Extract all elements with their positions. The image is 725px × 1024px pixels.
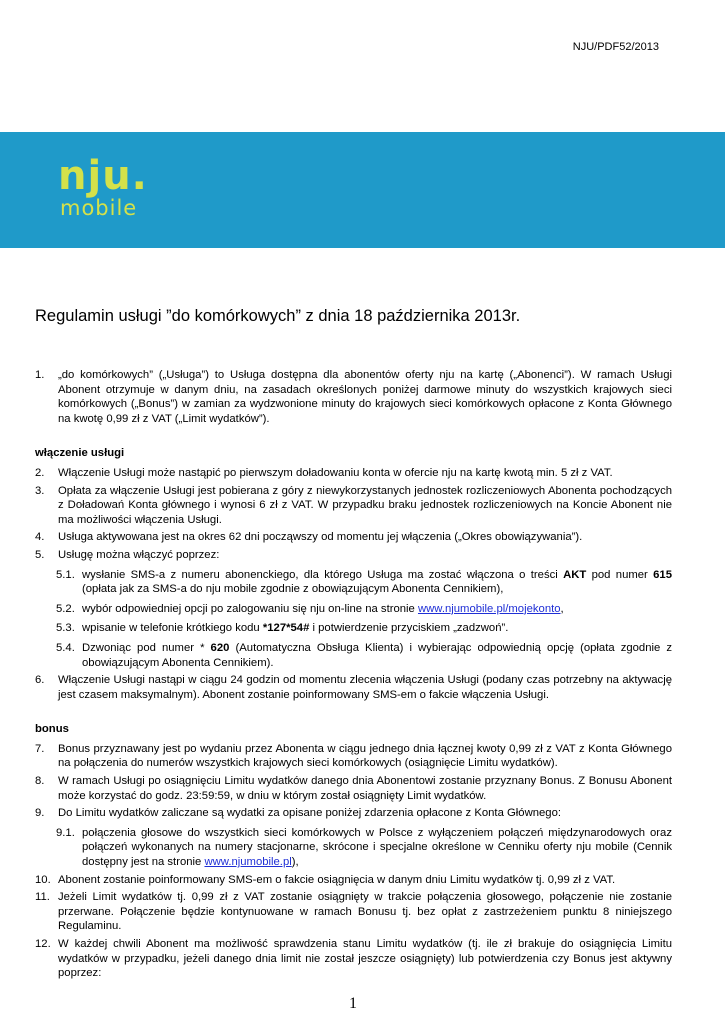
item-text: , xyxy=(560,602,564,615)
item-text: Dzwoniąc pod numer * xyxy=(82,641,211,654)
brand-banner xyxy=(0,132,725,248)
item-number: 4. xyxy=(35,531,45,544)
section-heading-enable: włączenie usługi xyxy=(35,447,125,460)
item-text: ), xyxy=(291,856,299,869)
item-text: Abonent zostanie poinformowany SMS-em o fakcie osiągnięcia w danym dniu Limitu wydatków tj. 0,99 zł z VAT. xyxy=(58,873,616,886)
item-text: Opłata za włączenie Usługi jest pobierana z góry z niewykorzystanych jednostek rozliczeniowych Abonenta pochodzących z Doładowań Konta głównego i wynosi 6 zł z VAT. W przypadku braku jednostek rozliczeniowych na Koncie Abonent nie ma możliwości włączenia Usługi. xyxy=(58,484,672,526)
page-number: 1 xyxy=(349,995,357,1012)
document-id: NJU/PDF52/2013 xyxy=(572,41,659,53)
item-text: Usługa aktywowana jest na okres 62 dni począwszy od momentu jej włączenia („Okres obowiązywania”). xyxy=(58,531,583,544)
item-text: Bonus przyznawany jest po wydaniu przez Abonenta w ciągu jednego dnia łącznej kwoty 0,99 zł z VAT z Konta Głównego na połączenia do numerów wszystkich krajowych sieci komórkowych (osiągnięcie Limitu wydatków). xyxy=(58,742,672,770)
sms-number: 615 xyxy=(653,568,672,581)
item-text: wybór odpowiedniej opcji po zalogowaniu się nju on-line na stronie xyxy=(82,602,418,615)
list-item xyxy=(35,742,672,771)
item-number: 7. xyxy=(35,742,45,755)
item-number: 6. xyxy=(35,674,45,687)
list-item xyxy=(35,484,672,528)
item-text: Usługę można włączyć poprzez: xyxy=(58,548,220,561)
list-item xyxy=(35,774,672,803)
list-item xyxy=(35,466,672,481)
item-text: W ramach Usługi po osiągnięciu Limitu wydatków danego dnia Abonentowi zostanie przyznany Bonus. Z Bonusu Abonent może korzystać do godz. 23:59:59, w dniu w którym został osiągnięty Limit wydatków. xyxy=(58,775,672,802)
list-item xyxy=(35,890,672,934)
item-number: 5.2. xyxy=(56,602,75,615)
item-text: W każdej chwili Abonent ma możliwość sprawdzenia stanu Limitu wydatków (tj. ile zł brakuje do osiągnięcia Limitu wydatków w przypadku, jeżeli danego dnia limit nie został jeszcze osiągnięty) lub potwierdzenia czy Bonus jest aktywny poprzez: xyxy=(58,938,672,980)
item-number: 3. xyxy=(35,484,45,497)
item-number: 9. xyxy=(35,807,45,820)
item-text: Włączenie Usługi może nastąpić po pierwszym doładowaniu konta w ofercie nju na kartę kwotą min. 5 zł z VAT. xyxy=(58,466,613,479)
item-number: 8. xyxy=(35,775,45,788)
item-text: wpisanie w telefonie krótkiego kodu xyxy=(82,622,263,635)
section-heading-bonus: bonus xyxy=(35,723,69,736)
item-text: Do Limitu wydatków zaliczane są wydatki za opisane poniżej zdarzenia opłacone z Konta Głównego: xyxy=(58,807,561,820)
sms-keyword: AKT xyxy=(563,568,587,581)
item-number: 2. xyxy=(35,466,45,479)
item-text: Jeżeli Limit wydatków tj. 0,99 zł z VAT zostanie osiągnięty w trakcie połączenia głosowego, połączenie nie zostanie przerwane. Połączenie będzie kontynuowane w ramach Bonusu tj. bez opłat z zastrzeżeniem punktu 8 niniejszego Regulaminu. xyxy=(58,891,672,933)
regulations-body xyxy=(35,368,672,981)
item-number: 5. xyxy=(35,548,45,561)
item-number: 11. xyxy=(35,891,50,904)
list-item xyxy=(35,368,672,426)
item-text: „do komórkowych” („Usługa”) to Usługa dostępna dla abonentów oferty nju na kartę („Abonenci”). W ramach Usługi Abonent otrzymuje w danym dniu, na zasadach określonych poniżej darmowe minuty do wszystkich krajowych sieci komórkowych („Bonus”) w zamian za wydzwonione minuty do krajowych sieci komórkowych opłacone z Konta Głównego na kwotę 0,99 zł z VAT („Limit wydatków”). xyxy=(58,369,672,425)
list-item xyxy=(35,548,672,563)
sub-list-item xyxy=(35,641,672,670)
ussd-code: *127*54# xyxy=(262,622,310,635)
sub-list-item xyxy=(35,621,672,636)
document-title: Regulamin usługi ”do komórkowych” z dnia 18 października 2013r. xyxy=(35,307,521,325)
sub-list-item xyxy=(35,826,672,870)
list-item xyxy=(35,873,672,888)
mobile-logo-text: mobile xyxy=(60,196,138,220)
item-text: pod numer xyxy=(586,568,654,581)
item-number: 10. xyxy=(35,873,51,886)
item-number: 5.4. xyxy=(56,641,75,654)
item-number: 1. xyxy=(35,369,45,381)
item-text: i potwierdzenie przyciskiem „zadzwoń”. xyxy=(309,622,509,635)
mojekonto-link[interactable]: www.njumobile.pl/mojekonto xyxy=(417,602,561,615)
phone-number: 620 xyxy=(210,641,230,654)
sub-list-item xyxy=(35,568,672,597)
item-text: (Automatyczna Obsługa Klienta) i wybierając odpowiednią opcję (opłata zgodnie z obowiązującym Abonenta Cennikiem). xyxy=(82,641,672,669)
item-text: połączenia głosowe do wszystkich sieci komórkowych w Polsce z wyłączeniem połączeń międzynarodowych oraz połączeń wykonanych na numery stacjonarne, skrócone i specjalne określone w Cenniku oferty nju mobile (Cennik dostępny jest na stronie xyxy=(82,826,672,869)
njumobile-link[interactable]: www.njumobile.pl xyxy=(204,856,292,869)
list-item xyxy=(35,530,672,545)
list-item xyxy=(35,673,672,702)
item-text: (opłata jak za SMS-a do nju mobile zgodnie z obowiązującym Abonenta Cennikiem), xyxy=(82,583,504,596)
list-item xyxy=(35,806,672,821)
item-number: 9.1. xyxy=(56,826,75,839)
item-text: Włączenie Usługi nastąpi w ciągu 24 godzin od momentu zlecenia włączenia Usługi (podany czas potrzebny na aktywację jest czasem maksymalnym). Abonent zostanie poinformowany SMS-em o fakcie włączenia Usługi. xyxy=(58,674,672,701)
item-text: wysłanie SMS-a z numeru abonenckiego, dla którego Usługa ma zostać włączona o treści xyxy=(82,568,564,581)
item-number: 5.3. xyxy=(56,622,75,635)
list-item xyxy=(35,937,672,981)
nju-logo-text: nju. xyxy=(58,153,148,199)
item-number: 5.1. xyxy=(56,568,75,581)
item-number: 12. xyxy=(35,938,51,950)
sub-list-item xyxy=(35,602,672,617)
